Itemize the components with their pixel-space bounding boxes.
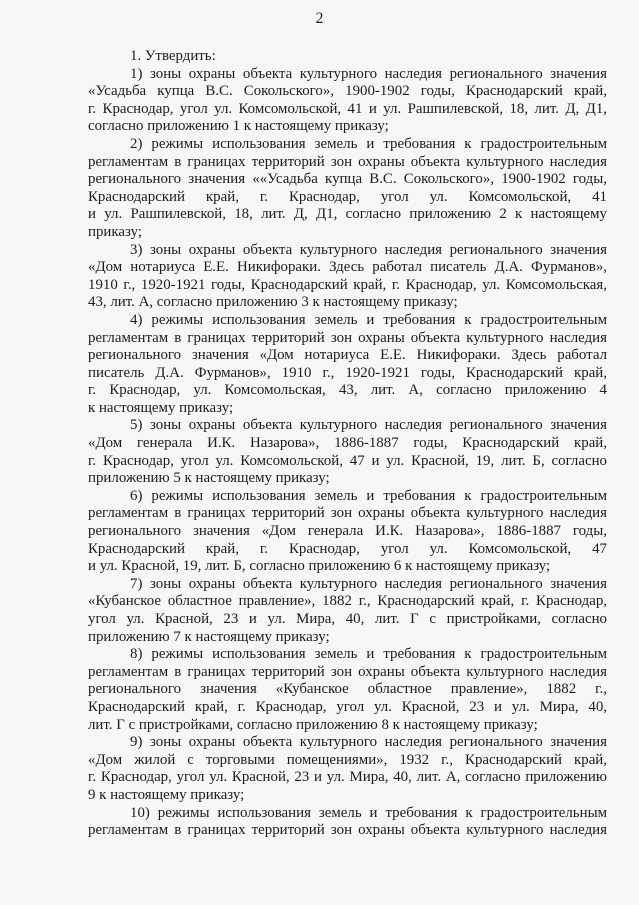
text-line: регламентам в границах территорий зон охраны объекта культурного наследия [88, 822, 607, 839]
text-line: 5) зоны охраны объекта культурного наследия регионального значения [130, 417, 607, 434]
text-line: г. Краснодар, угол ул. Красной, 23 и ул. Мира, 40, лит. А, согласно приложению [88, 769, 607, 786]
text-line: регламентам в границах территорий зон охраны объекта культурного наследия [88, 153, 607, 170]
paragraph-item-5 [88, 417, 607, 487]
text-line: Краснодарский край, г. Краснодар, угол ул. Комсомольской, 47 [88, 540, 607, 557]
text-line: г. Краснодар, ул. Комсомольская, 43, лит. А, согласно приложению 4 [88, 382, 607, 399]
paragraph-item-9 [88, 734, 607, 804]
text-line: лит. Г с пристройками, согласно приложению 8 к настоящему приказу; [88, 716, 538, 733]
text-line: регламентам в границах территорий зон охраны объекта культурного наследия [88, 329, 607, 346]
text-line: «Дом нотариуса Е.Е. Никифораки. Здесь работал писатель Д.А. Фурманов», [88, 259, 607, 276]
text-line: 9 к настоящему приказу; [88, 786, 245, 803]
text-line: 9) зоны охраны объекта культурного наследия регионального значения [130, 734, 607, 751]
text-line: приложению 7 к настоящему приказу; [88, 628, 330, 645]
paragraph-item-4 [88, 312, 607, 418]
text-line: г. Краснодар, угол ул. Комсомольской, 41 и ул. Рашпилевской, 18, лит. Д, Д1, [88, 100, 607, 117]
document-body [88, 48, 607, 840]
paragraph-item-7 [88, 576, 607, 646]
text-line: 6) режимы использования земель и требования к градостроительным [130, 487, 607, 504]
paragraph-item-2 [88, 136, 607, 242]
text-line: регионального значения ««Усадьба купца В.С. Сокольского», 1900-1902 годы, [88, 171, 607, 188]
text-line: приказу; [88, 223, 142, 240]
paragraph-item-3 [88, 242, 607, 312]
text-line: к настоящему приказу; [88, 399, 234, 416]
text-line: писатель Д.А. Фурманов», 1910 г., 1920-1921 годы, Краснодарский край, [88, 364, 607, 381]
text-line: 10) режимы использования земель и требования к градостроительным [130, 804, 607, 821]
paragraph-approve [88, 48, 607, 66]
paragraph-item-6 [88, 488, 607, 576]
text-line: 43, лит. А, согласно приложению 3 к настоящему приказу; [88, 294, 458, 311]
paragraph-item-1 [88, 66, 607, 136]
text-line: и ул. Красной, 19, лит. Б, согласно приложению 6 к настоящему приказу; [88, 558, 551, 575]
text-line: регионального значения «Кубанское областное правление», 1882 г., [88, 681, 607, 698]
text-line: 1910 г., 1920-1921 годы, Краснодарский край, г. Краснодар, ул. Комсомольская, [88, 276, 607, 293]
paragraph-item-8 [88, 646, 607, 734]
text-line: 2) режимы использования земель и требования к градостроительным [130, 135, 607, 152]
text-line: 1) зоны охраны объекта культурного наследия регионального значения [130, 65, 607, 82]
text-line: «Усадьба купца В.С. Сокольского», 1900-1902 годы, Краснодарский край, [88, 83, 607, 100]
text-line: и ул. Рашпилевской, 18, лит. Д, Д1, согласно приложению 2 к настоящему [88, 206, 607, 223]
text-line: Краснодарский край, г. Краснодар, угол ул. Комсомольской, 41 [88, 188, 607, 205]
text-line: регионального значения «Дом нотариуса Е.Е. Никифораки. Здесь работал [88, 347, 607, 364]
text-line: 4) режимы использования земель и требования к градостроительным [130, 311, 607, 328]
text-line: регионального значения «Дом генерала И.К. Назарова», 1886-1887 годы, [88, 523, 607, 540]
text-line: регламентам в границах территорий зон охраны объекта культурного наследия [88, 505, 607, 522]
text-line: 7) зоны охраны объекта культурного наследия регионального значения [130, 575, 607, 592]
text-line: Краснодарский край, г. Краснодар, угол ул. Красной, 23 и ул. Мира, 40, [88, 698, 607, 715]
text-line: 1. Утвердить: [130, 48, 216, 64]
text-line: регламентам в границах территорий зон охраны объекта культурного наследия [88, 663, 607, 680]
text-line: приложению 5 к настоящему приказу; [88, 470, 330, 487]
text-line: 3) зоны охраны объекта культурного наследия регионального значения [130, 241, 607, 258]
paragraph-item-10 [88, 805, 607, 840]
text-line: «Дом жилой с торговыми помещениями», 1932 г., Краснодарский край, [88, 751, 607, 768]
page-number: 2 [315, 10, 324, 27]
text-line: угол ул. Красной, 23 и ул. Мира, 40, лит. Г с пристройками, согласно [88, 611, 607, 627]
text-line: «Кубанское областное правление», 1882 г., Краснодарский край, г. Краснодар, [88, 593, 607, 610]
text-line: г. Краснодар, угол ул. Комсомольской, 47 и ул. Красной, 19, лит. Б, согласно [88, 452, 607, 469]
text-line: согласно приложению 1 к настоящему приказу; [88, 118, 389, 135]
text-line: «Дом генерала И.К. Назарова», 1886-1887 годы, Краснодарский край, [88, 435, 607, 452]
text-line: 8) режимы использования земель и требования к градостроительным [130, 646, 607, 663]
